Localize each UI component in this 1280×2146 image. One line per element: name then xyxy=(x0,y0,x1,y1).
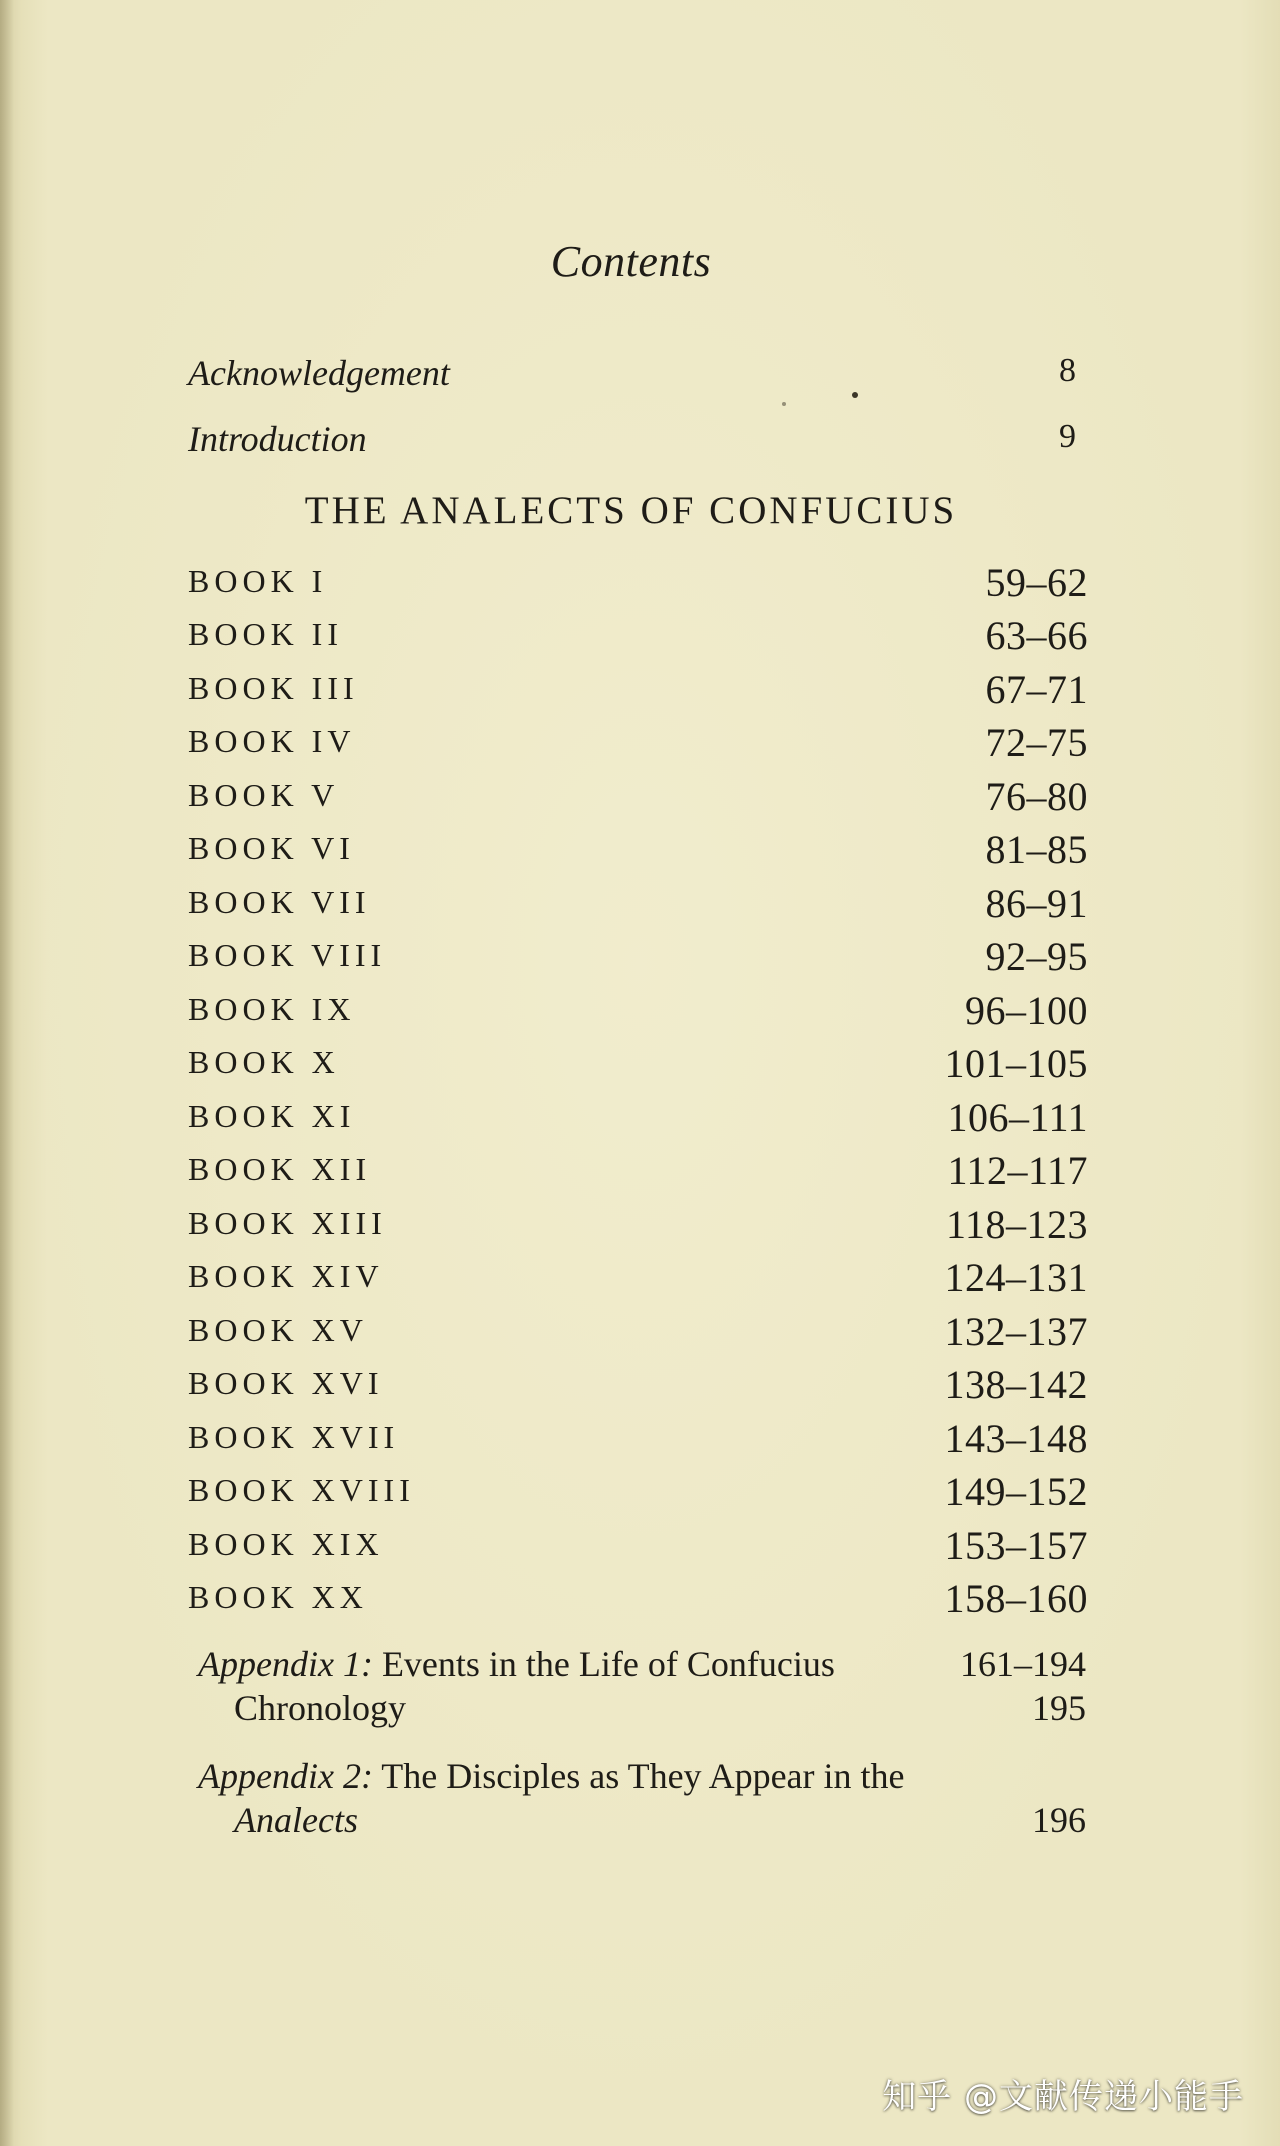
appendix-2-prefix: Appendix 2: xyxy=(198,1756,373,1796)
appendix-1-sub-line xyxy=(198,1686,1086,1730)
book-label: BOOK III xyxy=(188,670,359,706)
book-pages: 81–85 xyxy=(985,827,1088,872)
toc-book-row xyxy=(188,1576,1088,1632)
book-label: BOOK XVIII xyxy=(188,1472,415,1508)
book-pages: 101–105 xyxy=(944,1041,1088,1086)
book-label: BOOK XV xyxy=(188,1312,368,1348)
toc-book-row xyxy=(188,667,1088,723)
appendix-1-pages: 161–194 xyxy=(960,1644,1086,1684)
paper-speck xyxy=(782,402,786,406)
book-pages: 96–100 xyxy=(965,988,1088,1033)
appendix-1-title: Events in the Life of Confucius xyxy=(381,1644,835,1684)
book-pages: 153–157 xyxy=(944,1523,1088,1568)
watermark: 知乎 @文献传递小能手 xyxy=(882,2077,1244,2117)
book-label: BOOK VII xyxy=(188,884,371,920)
book-label: BOOK XX xyxy=(188,1579,368,1615)
book-label: BOOK V xyxy=(188,777,340,813)
page-edge-shadow xyxy=(0,0,14,2146)
book-pages: 106–111 xyxy=(947,1095,1088,1140)
book-label: BOOK VIII xyxy=(188,937,387,973)
toc-book-row xyxy=(188,1202,1088,1258)
book-label: BOOK XII xyxy=(188,1151,372,1187)
toc-book-row xyxy=(188,720,1088,776)
toc-book-row xyxy=(188,1041,1088,1097)
book-pages: 149–152 xyxy=(944,1469,1088,1514)
appendix-1-prefix: Appendix 1: xyxy=(198,1644,373,1684)
toc-entry-page: 8 xyxy=(1059,352,1076,389)
book-pages: 118–123 xyxy=(945,1202,1088,1247)
toc-entry-label: Introduction xyxy=(188,419,367,459)
toc-book-row xyxy=(188,827,1088,883)
book-label: BOOK XIX xyxy=(188,1526,384,1562)
appendix-2-title-cont: Analects xyxy=(234,1800,358,1840)
book-pages: 132–137 xyxy=(944,1309,1088,1354)
toc-book-row xyxy=(188,1362,1088,1418)
book-pages: 158–160 xyxy=(944,1576,1088,1621)
book-label: BOOK XVI xyxy=(188,1365,384,1401)
toc-book-row xyxy=(188,1469,1088,1525)
book-pages: 67–71 xyxy=(985,667,1088,712)
toc-entry-introduction xyxy=(188,418,1076,460)
toc-book-row xyxy=(188,1255,1088,1311)
toc-book-row xyxy=(188,881,1088,937)
toc-book-row xyxy=(188,1095,1088,1151)
book-label: BOOK XIII xyxy=(188,1205,387,1241)
book-pages: 63–66 xyxy=(985,613,1088,658)
section-heading: THE ANALECTS OF CONFUCIUS xyxy=(304,489,958,532)
book-label: BOOK IX xyxy=(188,991,356,1027)
book-label: BOOK I xyxy=(188,563,328,599)
page-title: Contents xyxy=(550,237,712,286)
book-label: BOOK VI xyxy=(188,830,355,866)
book-label: BOOK X xyxy=(188,1044,340,1080)
appendix-2-cont-line xyxy=(198,1798,1086,1842)
book-label: BOOK XVII xyxy=(188,1419,400,1455)
toc-book-row xyxy=(188,1309,1088,1365)
appendix-1-sub-page: 195 xyxy=(1032,1688,1086,1728)
book-pages: 143–148 xyxy=(944,1416,1088,1461)
toc-appendix-2 xyxy=(198,1754,1086,1842)
book-pages: 124–131 xyxy=(944,1255,1088,1300)
book-label: BOOK XI xyxy=(188,1098,356,1134)
appendix-2-page: 196 xyxy=(1032,1800,1086,1840)
toc-book-row xyxy=(188,613,1088,669)
book-label: BOOK II xyxy=(188,616,343,652)
toc-appendix-1 xyxy=(198,1642,1086,1730)
book-pages: 92–95 xyxy=(985,934,1088,979)
book-pages: 59–62 xyxy=(985,560,1088,605)
book-label: BOOK XIV xyxy=(188,1258,384,1294)
toc-book-row xyxy=(188,1148,1088,1204)
toc-book-row xyxy=(188,988,1088,1044)
toc-book-row xyxy=(188,1416,1088,1472)
toc-book-row xyxy=(188,560,1088,616)
toc-book-row xyxy=(188,934,1088,990)
book-pages: 138–142 xyxy=(944,1362,1088,1407)
paper-speck xyxy=(852,392,858,398)
toc-entry-label: Acknowledgement xyxy=(188,353,450,393)
book-label: BOOK IV xyxy=(188,723,356,759)
book-pages: 86–91 xyxy=(985,881,1088,926)
toc-book-row xyxy=(188,774,1088,830)
appendix-2-line xyxy=(198,1754,1086,1798)
toc-book-row xyxy=(188,1523,1088,1579)
book-pages: 76–80 xyxy=(985,774,1088,819)
appendix-2-title: The Disciples as They Appear in the xyxy=(381,1756,905,1796)
toc-entry-acknowledgement xyxy=(188,352,1076,394)
appendix-1-sub-label: Chronology xyxy=(234,1688,407,1728)
toc-entry-page: 9 xyxy=(1059,418,1076,455)
book-pages: 112–117 xyxy=(947,1148,1088,1193)
appendix-1-line xyxy=(198,1642,1086,1686)
book-pages: 72–75 xyxy=(985,720,1088,765)
